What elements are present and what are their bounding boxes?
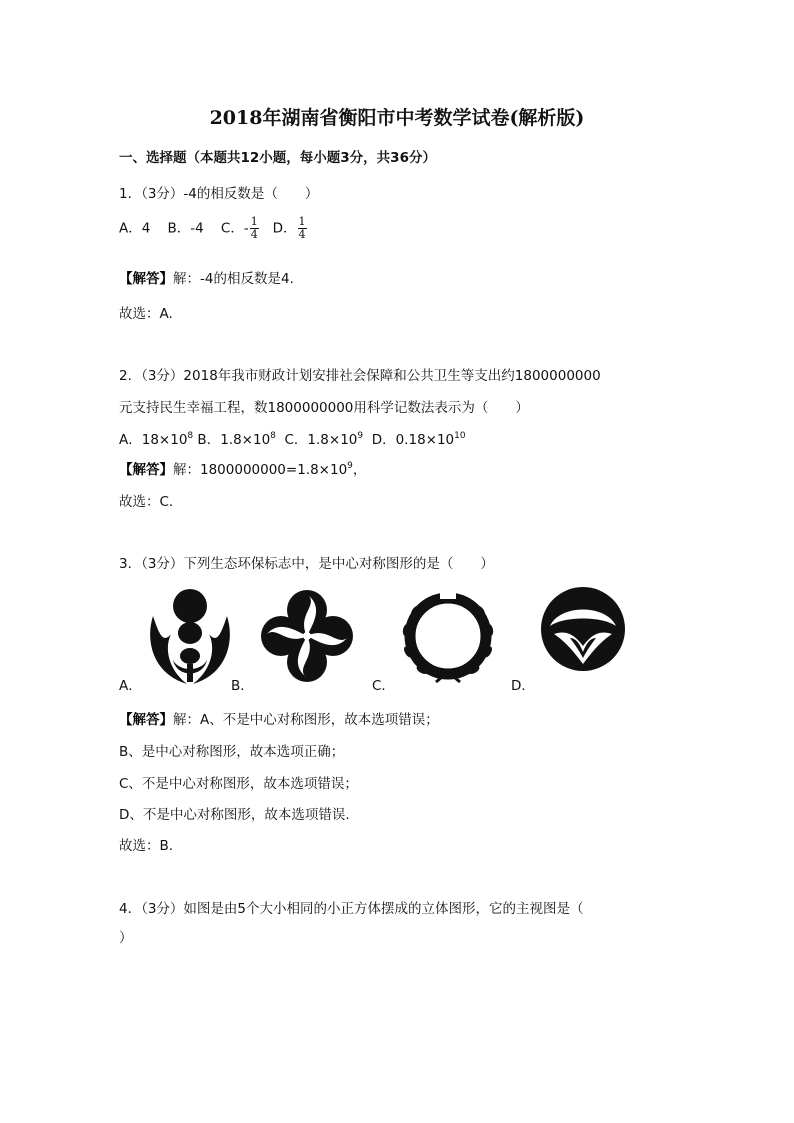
eco-symbol-a-icon — [143, 586, 237, 688]
q1-answer: 【解答】解：-4的相反数是4. — [119, 271, 294, 287]
q1-options — [119, 216, 308, 241]
q2-stem-line2: 元支持民生幸福工程，数1800000000用科学记数法表示为（ ） — [119, 400, 529, 416]
q4-stem-line2: ） — [119, 930, 133, 946]
q2-options — [119, 428, 466, 448]
eco-symbol-c-icon — [396, 586, 500, 690]
eco-symbol-d-icon — [540, 586, 626, 672]
q1-option-d: D． — [272, 220, 297, 237]
q1-option-a: A．4 — [119, 220, 151, 237]
q3-label-a: A． — [119, 678, 142, 694]
q1-option-c: C．- — [220, 220, 249, 237]
q1-stem: 1．（3分）-4的相反数是（ ） — [119, 186, 319, 202]
q1-option-b: B．-4 — [167, 220, 204, 237]
q3-label-d: D． — [511, 678, 535, 694]
q3-answer-line2: B、是中心对称图形，故本选项正确； — [119, 744, 345, 760]
q3-choice: 故选：B. — [119, 838, 174, 854]
q2-option-d: D．$0.18\times 10^{10}$ — [371, 431, 466, 448]
q1-choice: 故选：A. — [119, 306, 173, 322]
q3-stem: 3．（3分）下列生态环保标志中，是中心对称图形的是（ ） — [119, 556, 494, 572]
q2-option-c: C．$1.8\times 10^9$ — [284, 431, 364, 448]
q3-label-b: B． — [231, 678, 254, 694]
page-title: 2018年湖南省衡阳市中考数学试卷(解析版) — [209, 107, 585, 129]
q3-answer-line3: C、不是中心对称图形，故本选项错误； — [119, 776, 358, 792]
q1-fraction-d: $\frac{1}{4}$ — [298, 215, 306, 241]
q2-choice: 故选：C. — [119, 494, 174, 510]
q3-answer-line4: D、不是中心对称图形，故本选项错误. — [119, 807, 350, 823]
q3-answer-line1: 【解答】解：A、不是中心对称图形，故本选项错误； — [119, 712, 439, 728]
q2-stem-line1: 2．（3分）2018年我市财政计划安排社会保障和公共卫生等支出约1800000000 — [119, 368, 601, 384]
answer-tag: 【解答】 — [119, 712, 173, 728]
answer-tag: 【解答】 — [119, 462, 173, 478]
q2-option-b: B．$1.8\times 10^8$ — [193, 431, 276, 448]
q1-fraction-c: $\frac{1}{4}$ — [250, 215, 258, 241]
answer-tag: 【解答】 — [119, 271, 173, 287]
section-heading: 一、选择题（本题共12小题，每小题3分，共36分） — [119, 150, 436, 166]
q4-stem-line1: 4．（3分）如图是由5个大小相同的小正方体摆成的立体图形，它的主视图是（ — [119, 901, 584, 917]
q3-label-c: C． — [372, 678, 395, 694]
eco-symbol-b-icon — [257, 586, 357, 686]
q2-answer: 【解答】解：$1800000000=1.8\times 10^9$， — [119, 461, 367, 478]
q2-option-a: A．$18\times 10^8$ — [119, 431, 194, 448]
